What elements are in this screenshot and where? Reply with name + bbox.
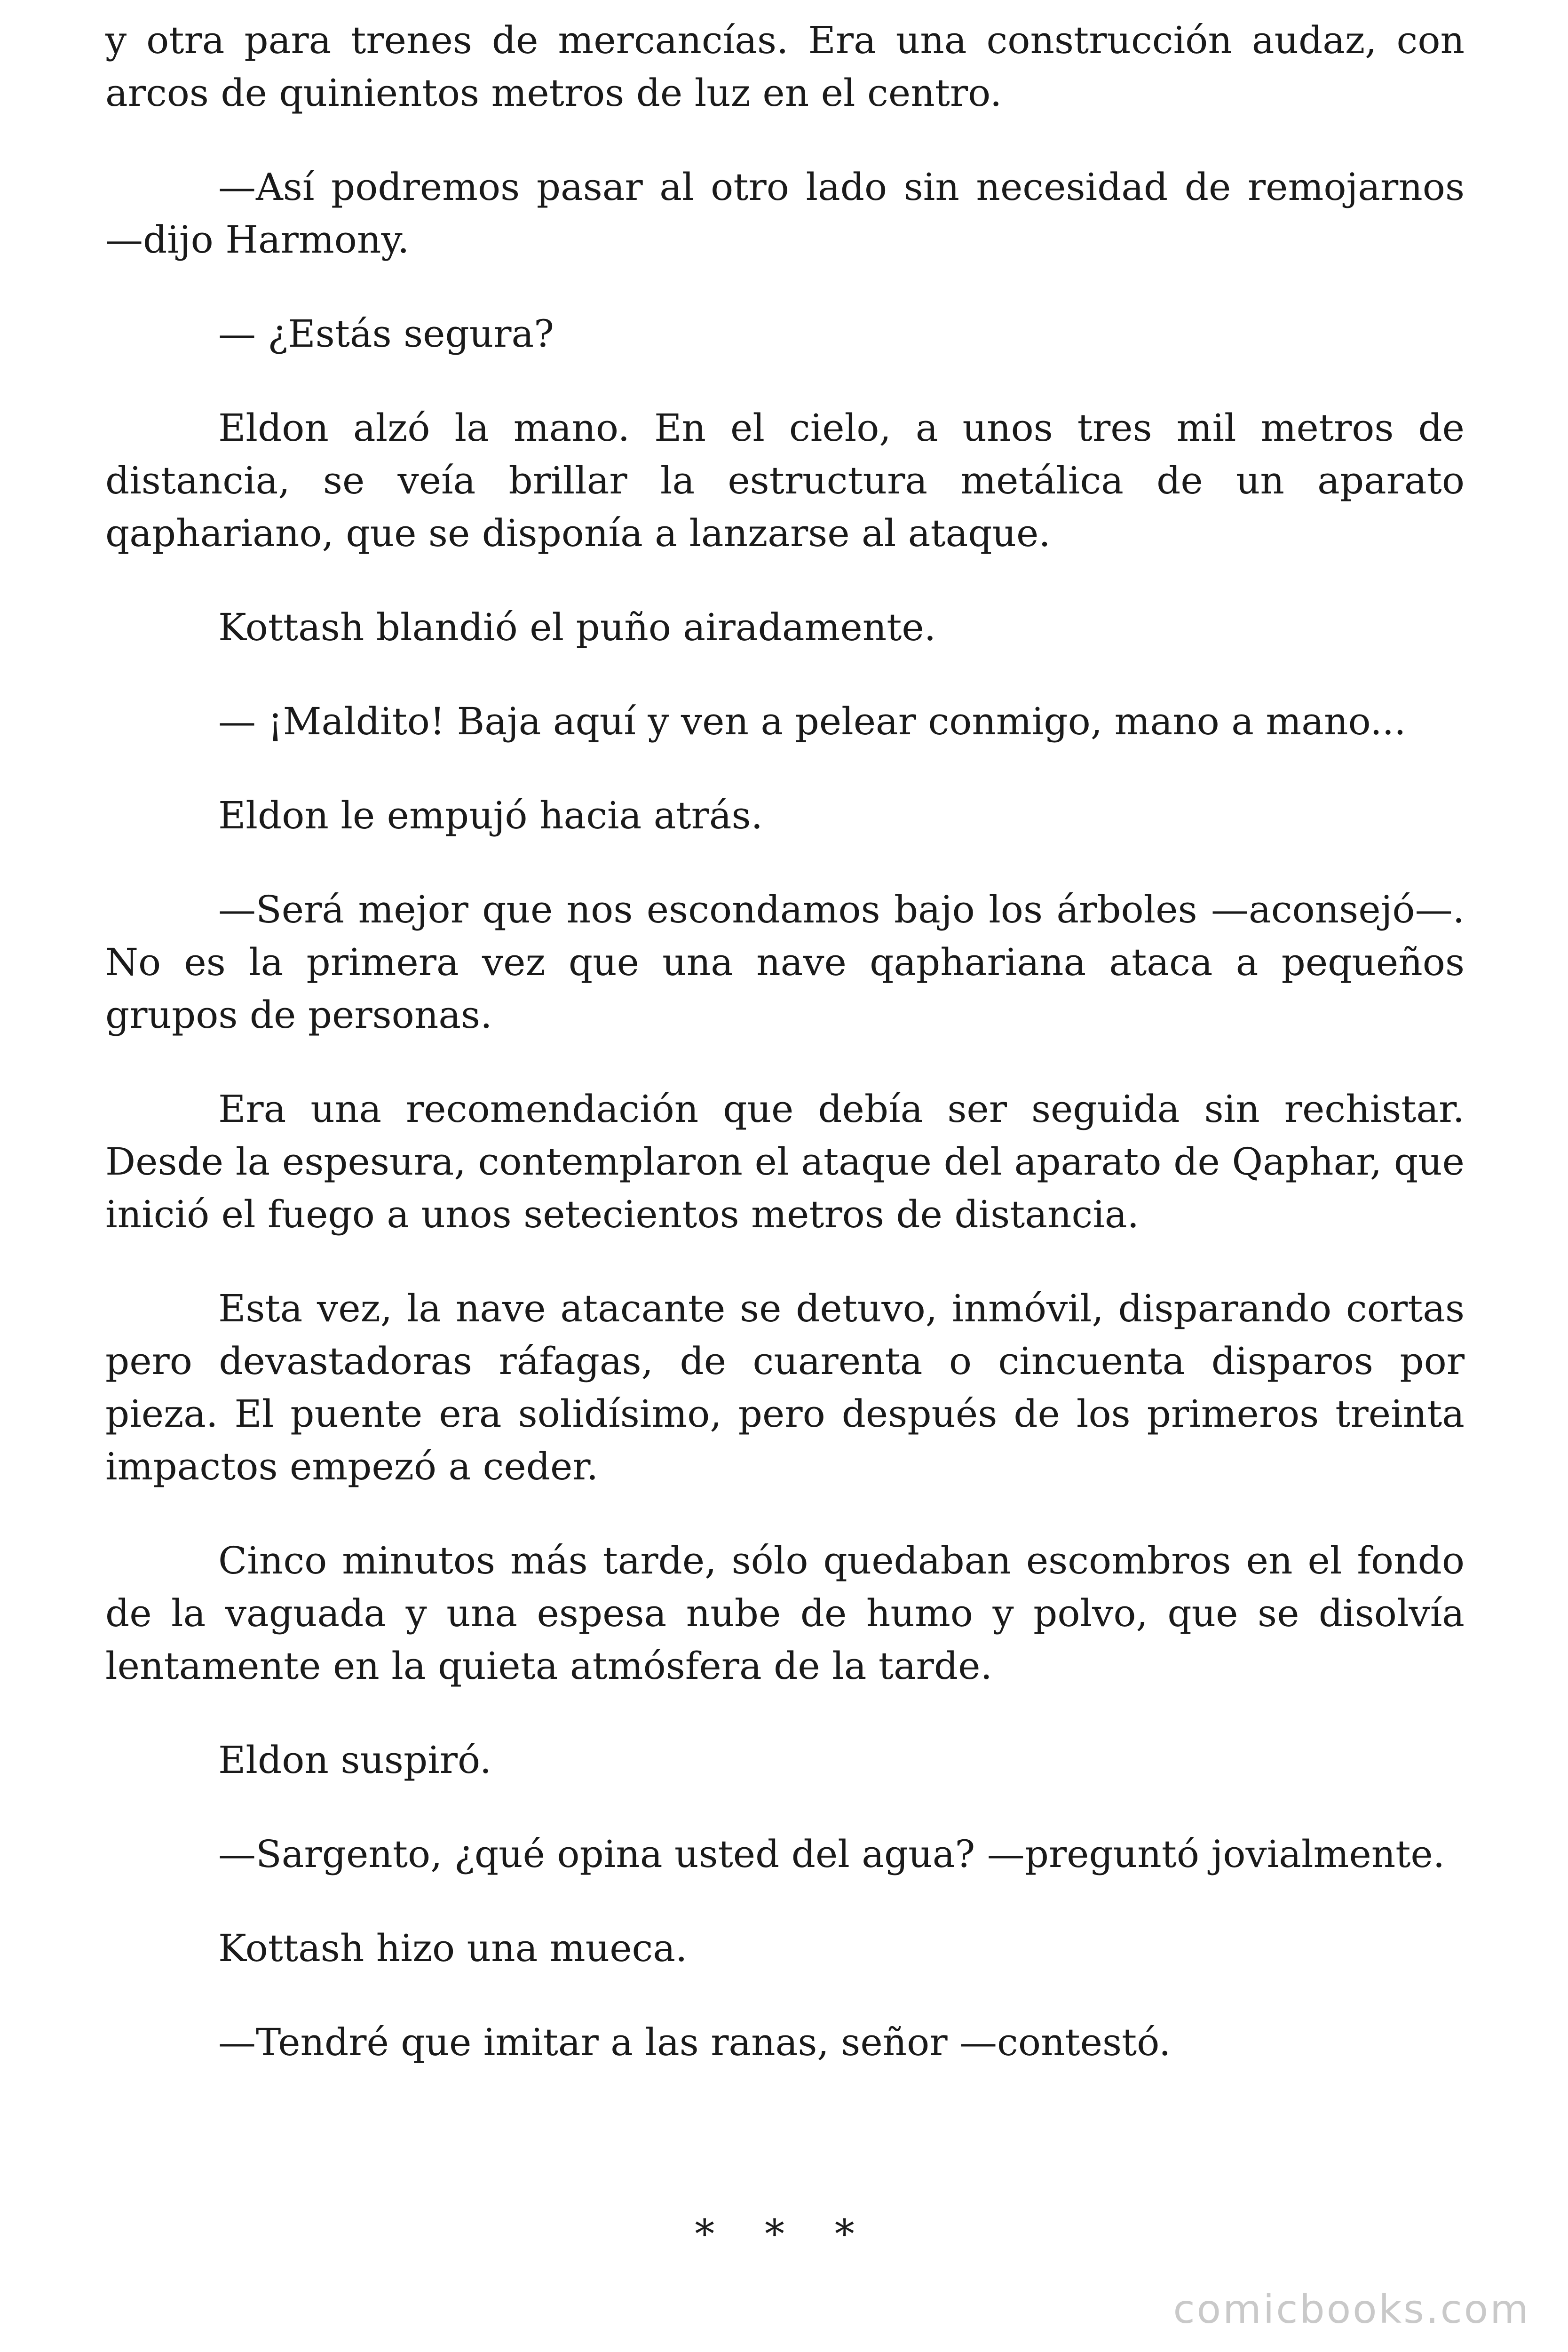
paragraph: Cinco minutos más tarde, sólo quedaban escombros en el fondo de la vaguada y una espesa nube de humo y polvo, que se disolvía lentamente en la quieta atmósfera de la tarde.	[105, 1539, 1465, 1688]
paragraph: —Sargento, ¿qué opina usted del agua? —preguntó jovialmente.	[218, 1832, 1445, 1876]
paragraph: —Será mejor que nos escondamos bajo los árboles —aconsejó—. No es la primera vez que una nave qaphariana ataca a pequeños grupos de personas.	[105, 888, 1465, 1037]
body-text	[105, 14, 1465, 2110]
section-separator: * * *	[695, 2211, 873, 2257]
paragraph: Kottash blandió el puño airadamente.	[218, 605, 936, 649]
paragraph: Eldon le empujó hacia atrás.	[218, 794, 763, 837]
paragraph: Kottash hizo una mueca.	[218, 1926, 688, 1970]
watermark: comicbooks.com	[1173, 2286, 1530, 2332]
paragraph: —Así podremos pasar al otro lado sin necesidad de remojarnos —dijo Harmony.	[105, 165, 1465, 262]
paragraph: —Tendré que imitar a las ranas, señor —contestó.	[218, 2020, 1171, 2064]
paragraph: Eldon suspiró.	[218, 1738, 492, 1782]
paragraph: Era una recomendación que debía ser seguida sin rechistar. Desde la espesura, contemplaron el ataque del aparato de Qaphar, que inició el fuego a unos setecientos metros de distancia.	[105, 1087, 1465, 1236]
paragraph: — ¡Maldito! Baja aquí y ven a pelear conmigo, mano a mano...	[218, 699, 1406, 743]
paragraph: Esta vez, la nave atacante se detuvo, inmóvil, disparando cortas pero devastadoras ráfagas, de cuarenta o cincuenta disparos por pieza. El puente era solidísimo, pero después de los primeros treinta impactos empezó a ceder.	[105, 1287, 1465, 1488]
paragraph: Eldon alzó la mano. En el cielo, a unos tres mil metros de distancia, se veía brillar la estructura metálica de un aparato qaphariano, que se disponía a lanzarse al ataque.	[105, 406, 1465, 555]
paragraph: — ¿Estás segura?	[218, 312, 554, 356]
paragraph: y otra para trenes de mercancías. Era una construcción audaz, con arcos de quinientos metros de luz en el centro.	[105, 18, 1465, 115]
